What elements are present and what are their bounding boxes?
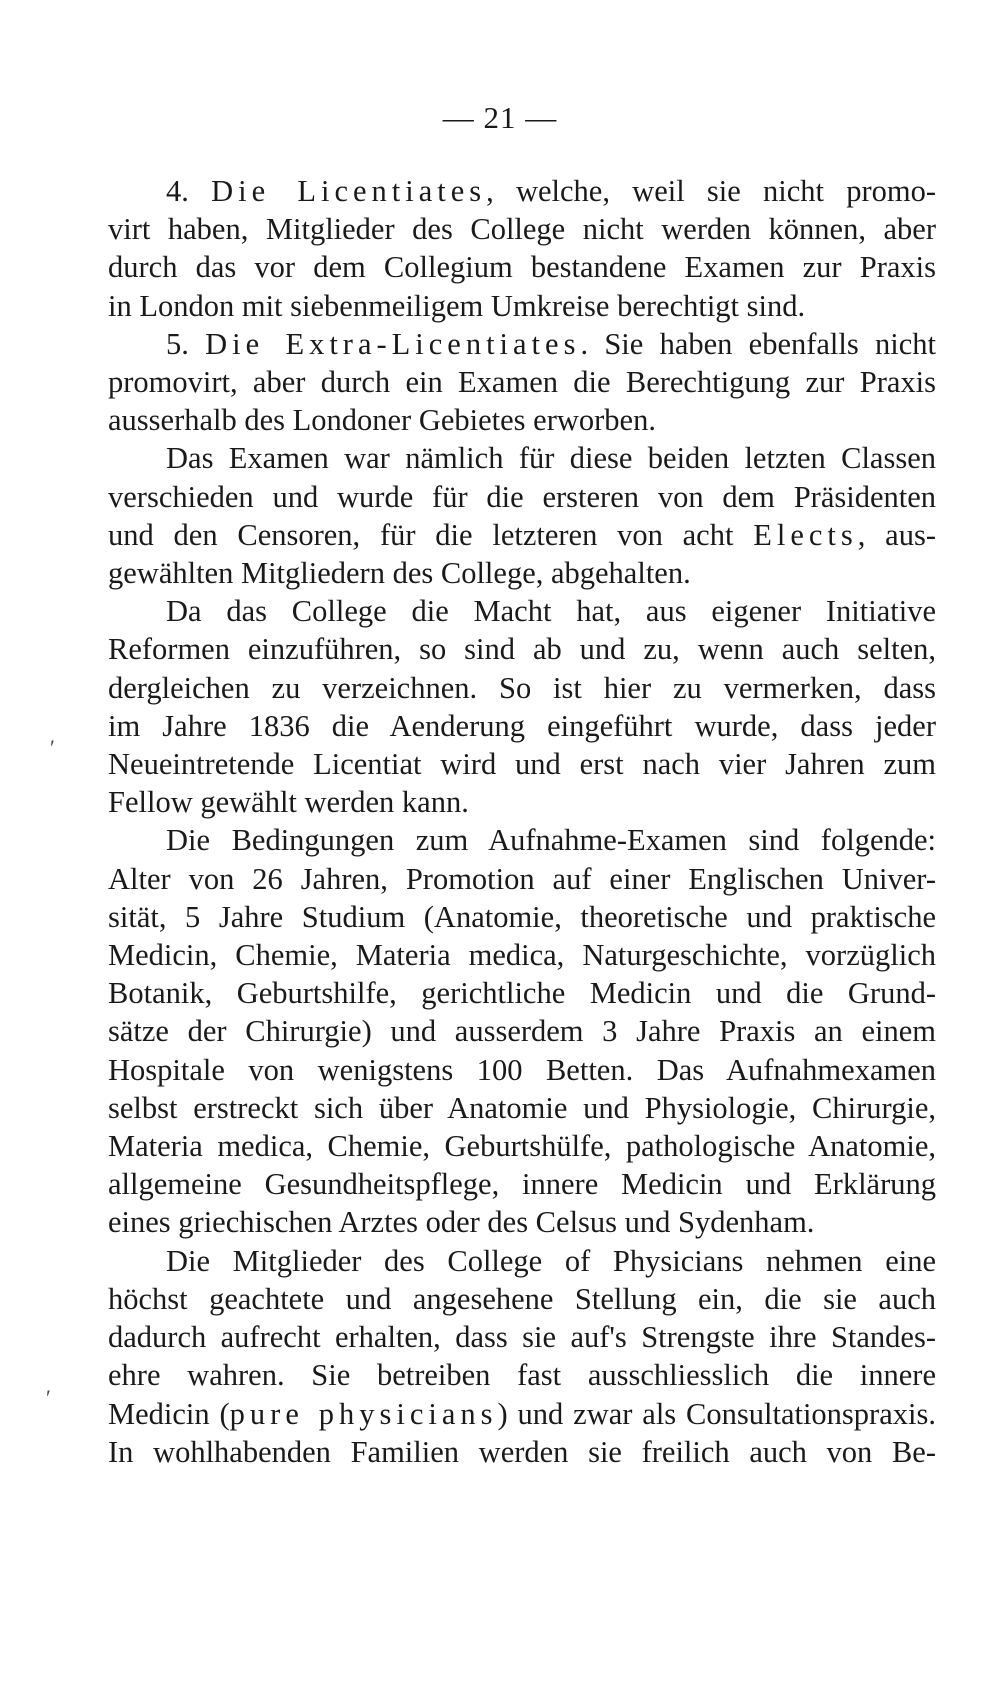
line-text: gewählten Mitgliedern des College, abgehalten. — [108, 556, 691, 591]
line-text: Materia medica, Chemie, Geburtshülfe, pathologische Anatomie, — [108, 1129, 936, 1164]
line-text: , aus- — [857, 517, 936, 552]
text-line — [108, 554, 936, 592]
line-text: Hospitale von wenigstens 100 Betten. Das Aufnahmexamen — [108, 1052, 936, 1087]
text-line — [108, 745, 936, 783]
line-text: Die Bedingungen zum Aufnahme-Examen sind folgende: — [166, 823, 936, 858]
line-text: virt haben, Mitglieder des College nicht werden können, aber — [108, 212, 936, 247]
text-line — [108, 1127, 936, 1165]
line-text: Alter von 26 Jahren, Promotion auf einer Englischen Univer- — [108, 861, 936, 896]
text-line — [108, 439, 936, 477]
emphasized-text: pure physicians — [229, 1396, 498, 1431]
text-line — [108, 936, 936, 974]
line-text: Medicin ( — [108, 1396, 230, 1431]
line-text: Die Mitglieder des College of Physicians nehmen eine — [166, 1243, 936, 1278]
line-text: ausserhalb des Londoner Gebietes erworben. — [108, 403, 656, 438]
text-line — [108, 630, 936, 668]
line-text: Neueintretende Licentiat wird und erst nach vier Jahren zum — [108, 747, 936, 782]
text-line — [108, 1203, 936, 1241]
text-line — [108, 1395, 936, 1433]
emphasized-text: Die Licentiates — [211, 174, 487, 208]
line-text: promovirt, aber durch ein Examen die Berechtigung zur Praxis — [108, 365, 936, 400]
text-line — [108, 898, 936, 936]
text-line — [108, 1242, 936, 1280]
line-text: durch das vor dem Collegium bestandene Examen zur Praxis — [108, 250, 936, 285]
page-number: — 21 — — [442, 100, 558, 135]
line-text: eines griechischen Arztes oder des Celsus und Sydenham. — [108, 1205, 815, 1240]
text-line — [108, 821, 936, 859]
line-text: Botanik, Geburtshilfe, gerichtliche Medicin und die Grund- — [108, 976, 936, 1011]
line-text: dadurch aufrecht erhalten, dass sie auf's Strengste ihre Standes- — [108, 1320, 936, 1355]
text-line — [108, 669, 936, 707]
line-text: 5. — [166, 326, 206, 361]
margin-mark: ′ — [46, 1385, 51, 1410]
line-text: sität, 5 Jahre Studium (Anatomie, theoretische und praktische — [108, 899, 936, 934]
text-line — [108, 783, 936, 821]
line-text: ehre wahren. Sie betreiben fast ausschliesslich die innere — [108, 1358, 936, 1393]
text-line — [108, 363, 936, 401]
body-text — [108, 172, 936, 1471]
text-line — [108, 1433, 936, 1471]
text-line — [108, 974, 936, 1012]
text-line — [108, 707, 936, 745]
text-line — [108, 248, 936, 286]
emphasized-text: Elects — [753, 517, 858, 552]
emphasized-text: Die Extra-Licentiates — [205, 326, 581, 361]
text-line — [108, 1089, 936, 1127]
text-line — [108, 325, 936, 363]
line-text: im Jahre 1836 die Aenderung eingeführt wurde, dass jeder — [108, 708, 936, 743]
line-text: und den Censoren, für die letzteren von acht — [108, 517, 754, 552]
line-text: ) und zwar als Consultationspraxis. — [497, 1396, 936, 1431]
text-line — [108, 516, 936, 554]
line-text: Fellow gewählt werden kann. — [108, 785, 469, 820]
line-text: selbst erstreckt sich über Anatomie und Physiologie, Chirurgie, — [108, 1090, 936, 1125]
text-line — [108, 287, 936, 325]
text-line — [108, 210, 936, 248]
text-line — [108, 592, 936, 630]
line-text: Medicin, Chemie, Materia medica, Naturgeschichte, vorzüglich — [108, 938, 936, 973]
line-text: verschieden und wurde für die ersteren von dem Präsidenten — [108, 479, 936, 514]
line-text: Reformen einzuführen, so sind ab und zu, wenn auch selten, — [108, 632, 936, 667]
line-text: in London mit siebenmeiligem Umkreise berechtigt sind. — [108, 288, 806, 323]
text-line — [108, 1051, 936, 1089]
text-line — [108, 860, 936, 898]
line-text: höchst geachtete und angesehene Stellung ein, die sie auch — [108, 1281, 936, 1316]
line-text: 4. — [166, 174, 212, 208]
text-line — [108, 1280, 936, 1318]
line-text: Da das College die Macht hat, aus eigener Initiative — [166, 594, 936, 629]
text-line — [108, 1165, 936, 1203]
line-text: , welche, weil sie nicht promo- — [486, 174, 936, 208]
line-text: In wohlhabenden Familien werden sie freilich auch von Be- — [108, 1434, 936, 1469]
text-line — [108, 401, 936, 439]
text-line — [108, 1318, 936, 1356]
line-text: sätze der Chirurgie) und ausserdem 3 Jahre Praxis an einem — [108, 1014, 936, 1049]
line-text: allgemeine Gesundheitspflege, innere Medicin und Erklärung — [108, 1167, 936, 1202]
text-line — [108, 1356, 936, 1394]
text-line — [108, 172, 936, 210]
text-line — [108, 478, 936, 516]
line-text: Das Examen war nämlich für diese beiden letzten Classen — [166, 441, 936, 476]
line-text: dergleichen zu verzeichnen. So ist hier zu vermerken, dass — [108, 670, 936, 705]
line-text: . Sie haben ebenfalls nicht — [580, 326, 936, 361]
margin-mark: ′ — [50, 735, 55, 760]
text-line — [108, 1012, 936, 1050]
